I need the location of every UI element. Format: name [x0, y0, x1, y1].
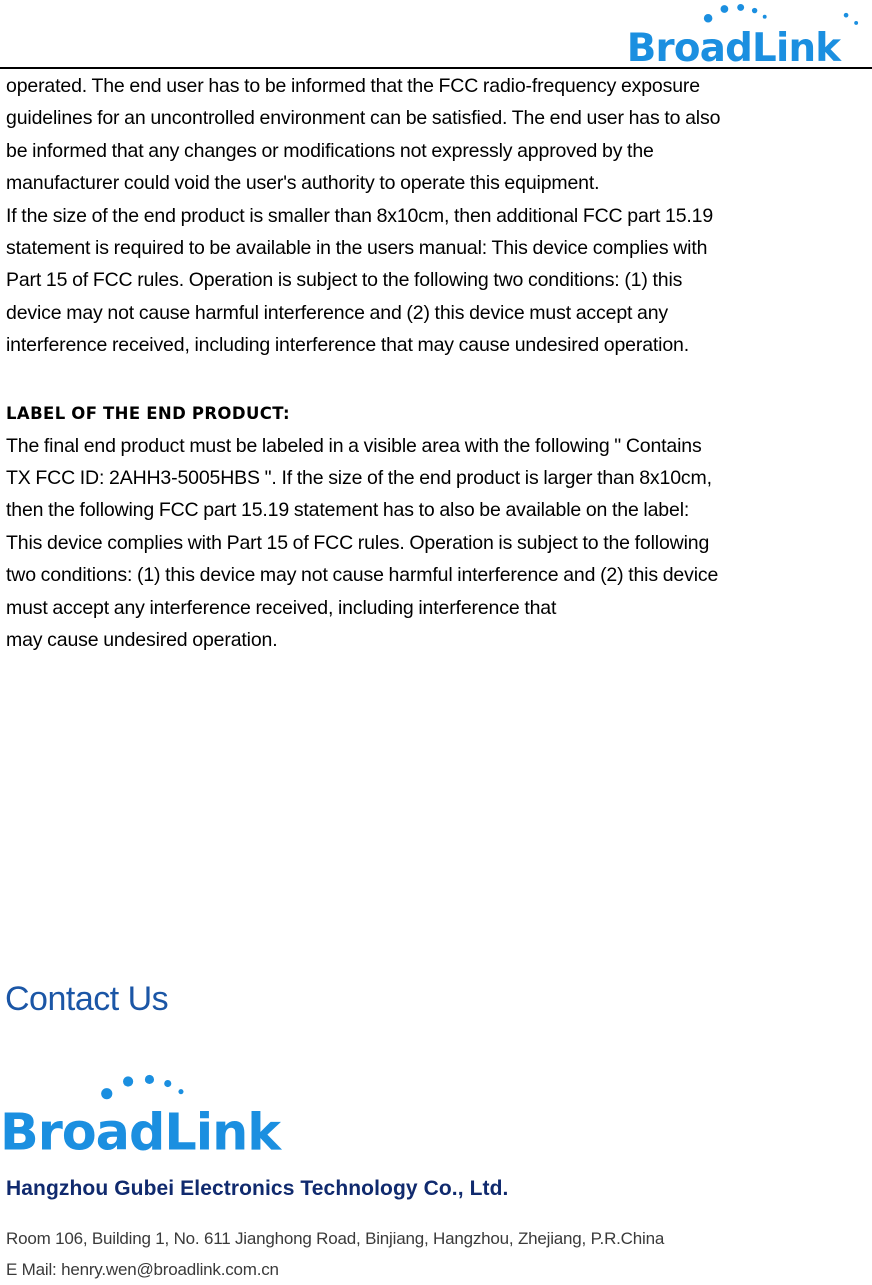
text-line: be informed that any changes or modifications not expressly approved by the [6, 139, 654, 162]
text-line: manufacturer could void the user's authority to operate this equipment. [6, 172, 600, 195]
text-line: must accept any interference received, including interference that [6, 596, 557, 619]
contact-email: E Mail: henry.wen@broadlink.com.cn [6, 1260, 279, 1279]
logo-wordmark: BroadLink [0, 1102, 281, 1154]
text-line: TX FCC ID: 2AHH3-5005HBS ". If the size of the end product is larger than 8x10cm, [6, 467, 712, 490]
text-line: guidelines for an uncontrolled environment can be satisfied. The end user has to also [6, 107, 721, 130]
document-body [6, 70, 868, 657]
text-line: The final end product must be labeled in a visible area with the following " Contains [6, 434, 702, 457]
page-header [0, 0, 872, 68]
header-divider [0, 67, 872, 69]
contact-heading: Contact Us [5, 980, 169, 1018]
text-line: may cause undesired operation. [6, 629, 278, 652]
logo-wordmark: BroadLink [626, 25, 841, 64]
company-address: Room 106, Building 1, No. 611 Jianghong Road, Binjiang, Hangzhou, Zhejiang, P.R.China [6, 1229, 665, 1248]
text-line: If the size of the end product is smaller than 8x10cm, then additional FCC part 15.19 [6, 204, 714, 227]
text-line: This device complies with Part 15 of FCC rules. Operation is subject to the following [6, 531, 710, 554]
label-section-heading: LABEL OF THE END PRODUCT: [6, 403, 291, 423]
text-line: interference received, including interference that may cause undesired operation. [6, 334, 690, 357]
text-line: operated. The end user has to be informed that the FCC radio-frequency exposure [6, 75, 700, 97]
text-line: statement is required to be available in the users manual: This device complies with [6, 237, 708, 260]
paragraph-spacer [6, 362, 868, 398]
text-line: Part 15 of FCC rules. Operation is subject to the following two conditions: (1) this [6, 269, 683, 292]
broadlink-logo [620, 2, 866, 64]
broadlink-logo [0, 1072, 305, 1154]
text-line: device may not cause harmful interference and (2) this device must accept any [6, 301, 669, 324]
text-line: then the following FCC part 15.19 statement has to also be available on the label: [6, 499, 690, 522]
company-name: Hangzhou Gubei Electronics Technology Co., Ltd. [6, 1177, 509, 1200]
text-line: two conditions: (1) this device may not cause harmful interference and (2) this device [6, 564, 719, 587]
